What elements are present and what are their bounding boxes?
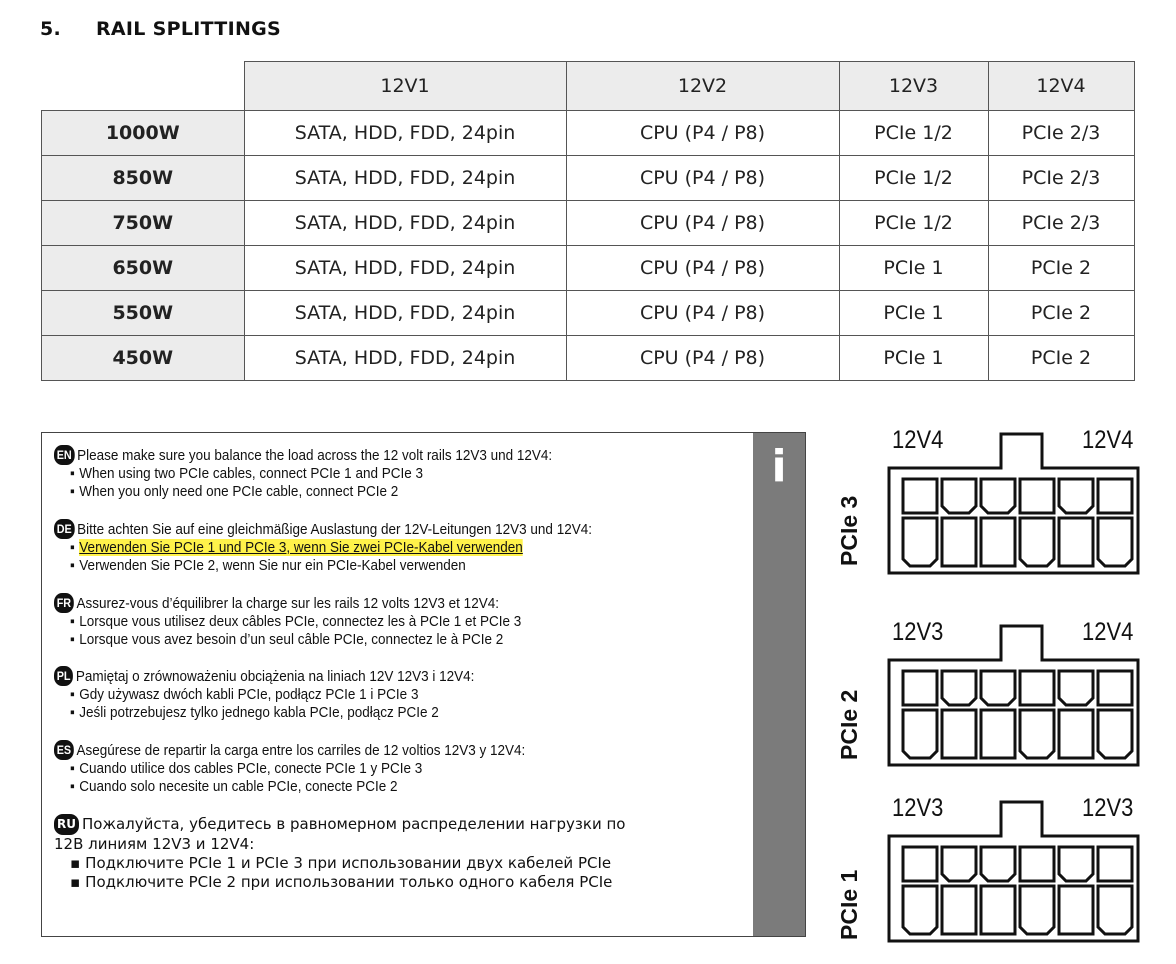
- column-header: 12V2: [566, 62, 839, 111]
- row-header: 850W: [42, 156, 245, 201]
- table-cell: CPU (P4 / P8): [566, 246, 839, 291]
- lang-badge-en: EN: [54, 445, 74, 465]
- rail-label-right: 12V4: [1082, 618, 1134, 646]
- table-row: [42, 111, 1135, 156]
- info-box: [41, 432, 806, 937]
- rail-label-right: 12V4: [1082, 426, 1134, 454]
- table-cell: SATA, HDD, FDD, 24pin: [244, 111, 566, 156]
- list-item: ▪ Cuando utilice dos cables PCIe, conecte PCIe 1 y PCIe 3: [70, 760, 668, 778]
- list-item: ▪ When you only need one PCIe cable, connect PCIe 2: [70, 483, 668, 501]
- list-item: ▪ Cuando solo necesite un cable PCIe, conecte PCIe 2: [70, 778, 668, 796]
- table-cell: SATA, HDD, FDD, 24pin: [244, 201, 566, 246]
- lang-list: [54, 760, 734, 796]
- info-strip: [753, 433, 805, 936]
- lang-heading: Pamiętaj o zrównoważeniu obciążenia na liniach 12V 12V3 i 12V4:: [75, 668, 475, 685]
- lang-heading: Пожалуйста, убедитесь в равномерном распределении нагрузки по: [81, 815, 626, 833]
- lang-badge-es: ES: [54, 740, 74, 760]
- lang-badge-de: DE: [54, 519, 74, 539]
- column-header: 12V4: [988, 62, 1134, 111]
- table-row: [42, 201, 1135, 246]
- rail-splitting-table: [41, 61, 1135, 381]
- table-row: [42, 156, 1135, 201]
- connector-pcie2: [836, 618, 1144, 788]
- lang-block-es: [54, 740, 734, 796]
- lang-heading: Asegúrese de repartir la carga entre los carriles de 12 voltios 12V3 y 12V4:: [76, 742, 526, 759]
- row-header: 550W: [42, 291, 245, 336]
- list-item: ▪ Jeśli potrzebujesz tylko jednego kabla PCIe, podłącz PCIe 2: [70, 704, 668, 722]
- table-cell: PCIe 2/3: [988, 111, 1134, 156]
- lang-block-en: [54, 445, 734, 501]
- lang-heading: Bitte achten Sie auf eine gleichmäßige Auslastung der 12V-Leitungen 12V3 und 12V4:: [77, 521, 592, 538]
- pcie-8pin-connector-icon: [844, 618, 1144, 768]
- table-cell: PCIe 1/2: [839, 156, 988, 201]
- table-cell: CPU (P4 / P8): [566, 156, 839, 201]
- connector-pcie1: [836, 794, 1144, 964]
- connector-pcie3: [836, 426, 1144, 596]
- table-cell: SATA, HDD, FDD, 24pin: [244, 246, 566, 291]
- list-item: ▪ Gdy używasz dwóch kabli PCIe, podłącz PCIe 1 i PCIe 3: [70, 686, 668, 704]
- section-title: [40, 18, 281, 40]
- table-cell: PCIe 2: [988, 291, 1134, 336]
- connector-name: PCIe 3: [836, 495, 862, 566]
- list-item: ▪ Подключите PCIe 2 при использовании только одного кабеля PCIe: [70, 873, 734, 892]
- column-header: 12V3: [839, 62, 988, 111]
- table-cell: PCIe 2: [988, 246, 1134, 291]
- table-cell: PCIe 1/2: [839, 201, 988, 246]
- rail-label-right: 12V3: [1082, 794, 1134, 822]
- lang-list: [54, 465, 734, 501]
- table-cell: SATA, HDD, FDD, 24pin: [244, 336, 566, 381]
- row-header: 450W: [42, 336, 245, 381]
- table-cell: CPU (P4 / P8): [566, 111, 839, 156]
- lang-block-ru: [54, 814, 734, 892]
- table-cell: CPU (P4 / P8): [566, 291, 839, 336]
- corner-cell: [42, 62, 245, 111]
- section-heading: RAIL SPLITTINGS: [96, 18, 282, 40]
- pcie-8pin-connector-icon: [844, 794, 1144, 944]
- list-item: ▪ Lorsque vous avez besoin d’un seul câble PCIe, connectez le à PCIe 2: [70, 631, 668, 649]
- rail-label-left: 12V4: [892, 426, 944, 454]
- lang-badge-fr: FR: [54, 593, 74, 613]
- table-cell: CPU (P4 / P8): [566, 201, 839, 246]
- connector-name: PCIe 2: [836, 689, 862, 760]
- lang-badge-ru: RU: [54, 814, 79, 835]
- rail-label-left: 12V3: [892, 618, 944, 646]
- lang-block-de: [54, 519, 734, 575]
- info-icon: i: [771, 441, 787, 492]
- lang-list: [54, 686, 734, 722]
- rail-label-left: 12V3: [892, 794, 944, 822]
- table-cell: PCIe 1: [839, 246, 988, 291]
- lang-block-pl: [54, 666, 734, 722]
- row-header: 650W: [42, 246, 245, 291]
- table-header-row: [42, 62, 1135, 111]
- lang-heading: Please make sure you balance the load across the 12 volt rails 12V3 und 12V4:: [77, 447, 553, 464]
- table-row: [42, 336, 1135, 381]
- pcie-8pin-connector-icon: [844, 426, 1144, 576]
- table-cell: CPU (P4 / P8): [566, 336, 839, 381]
- list-item: ▪ When using two PCIe cables, connect PCIe 1 and PCIe 3: [70, 465, 668, 483]
- lang-list: [54, 854, 734, 892]
- table-row: [42, 246, 1135, 291]
- list-item: ▪ Verwenden Sie PCIe 2, wenn Sie nur ein PCIe-Kabel verwenden: [70, 557, 668, 575]
- row-header: 750W: [42, 201, 245, 246]
- table-cell: SATA, HDD, FDD, 24pin: [244, 156, 566, 201]
- table-cell: PCIe 2/3: [988, 156, 1134, 201]
- table-cell: PCIe 1/2: [839, 111, 988, 156]
- highlighted-item: Verwenden Sie PCIe 1 und PCIe 3, wenn Sie zwei PCIe-Kabel verwenden: [79, 539, 523, 556]
- list-item: ▪ Lorsque vous utilisez deux câbles PCIe, connectez les à PCIe 1 et PCIe 3: [70, 613, 668, 631]
- table-cell: PCIe 1: [839, 336, 988, 381]
- lang-list: [54, 539, 734, 575]
- connector-name: PCIe 1: [836, 869, 862, 940]
- column-header: 12V1: [244, 62, 566, 111]
- section-number: 5.: [40, 18, 62, 40]
- lang-heading: Assurez-vous d’équilibrer la charge sur les rails 12 volts 12V3 et 12V4:: [76, 595, 499, 612]
- lang-heading-cont: 12В линиям 12V3 и 12V4:: [54, 835, 255, 853]
- row-header: 1000W: [42, 111, 245, 156]
- table-row: [42, 291, 1135, 336]
- lang-list: [54, 613, 734, 649]
- table-cell: PCIe 1: [839, 291, 988, 336]
- table-cell: PCIe 2: [988, 336, 1134, 381]
- table-cell: PCIe 2/3: [988, 201, 1134, 246]
- table-cell: SATA, HDD, FDD, 24pin: [244, 291, 566, 336]
- lang-badge-pl: PL: [54, 666, 73, 686]
- lang-block-fr: [54, 593, 734, 649]
- list-item: ▪ Подключите PCIe 1 и PCIe 3 при использовании двух кабелей PCIe: [70, 854, 734, 873]
